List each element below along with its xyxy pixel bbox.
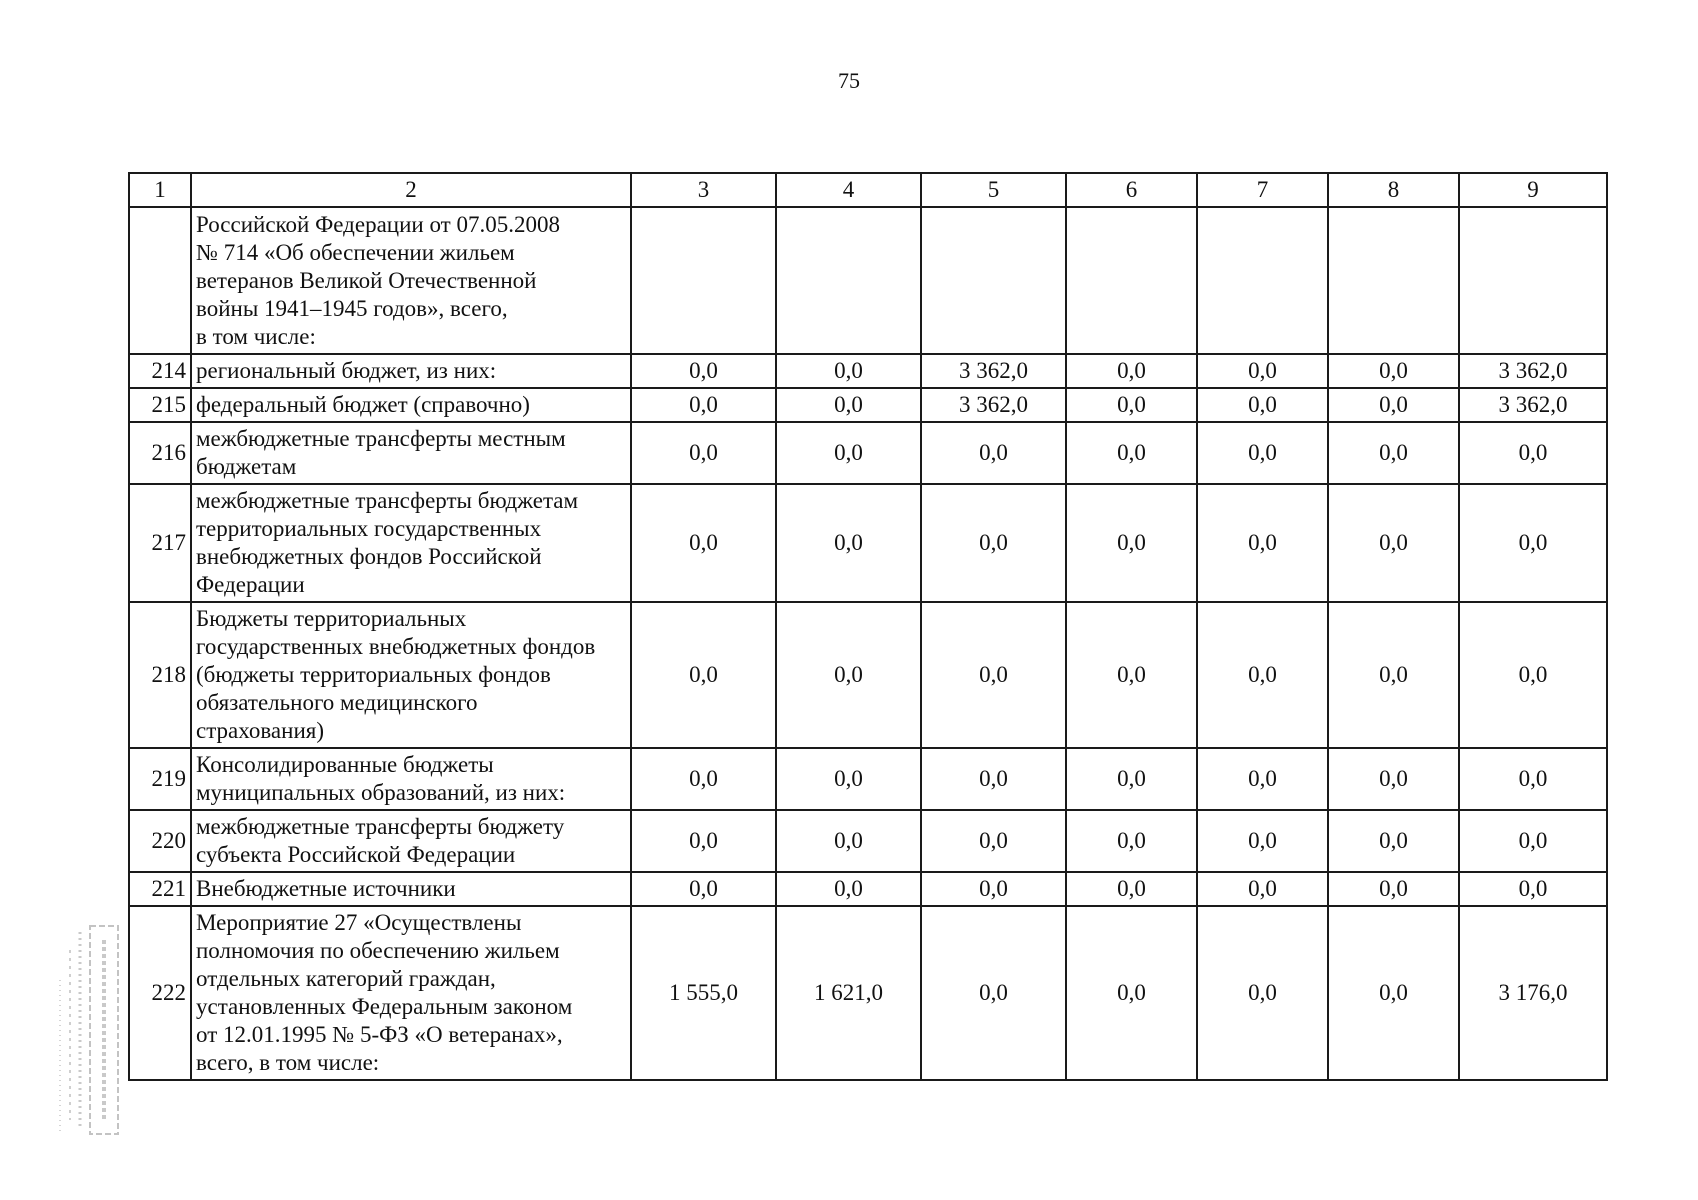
value-cell: 0,0 (776, 388, 921, 422)
value-cell: 0,0 (776, 748, 921, 810)
value-cell (776, 207, 921, 354)
faded-registration-stamp (50, 920, 122, 1142)
row-description: Мероприятие 27 «Осуществлены полномочия по обеспечению жильем отдельных категорий граждан, установленных Федеральным законом от 12.01.1995 № 5-ФЗ «О ветеранах», всего, в том числе: (191, 906, 631, 1080)
value-cell: 0,0 (1459, 810, 1607, 872)
row-description: межбюджетные трансферты местным бюджетам (191, 422, 631, 484)
table-row (129, 484, 1607, 602)
row-description: Консолидированные бюджеты муниципальных образований, из них: (191, 748, 631, 810)
value-cell: 0,0 (631, 422, 776, 484)
value-cell: 0,0 (1328, 810, 1459, 872)
row-description: межбюджетные трансферты бюджету субъекта Российской Федерации (191, 810, 631, 872)
row-number: 219 (129, 748, 191, 810)
value-cell: 0,0 (921, 810, 1066, 872)
value-cell: 0,0 (1328, 872, 1459, 906)
value-cell: 0,0 (1066, 748, 1197, 810)
column-header: 5 (921, 173, 1066, 207)
value-cell: 0,0 (1197, 872, 1328, 906)
value-cell: 3 362,0 (921, 354, 1066, 388)
value-cell: 0,0 (776, 422, 921, 484)
value-cell: 0,0 (1066, 810, 1197, 872)
value-cell: 0,0 (1066, 388, 1197, 422)
column-header: 8 (1328, 173, 1459, 207)
row-number: 218 (129, 602, 191, 748)
value-cell: 0,0 (1328, 388, 1459, 422)
value-cell (1459, 207, 1607, 354)
value-cell: 0,0 (1066, 602, 1197, 748)
row-description: региональный бюджет, из них: (191, 354, 631, 388)
value-cell: 0,0 (1328, 484, 1459, 602)
value-cell: 0,0 (776, 354, 921, 388)
table-row (129, 207, 1607, 354)
value-cell (631, 207, 776, 354)
value-cell: 0,0 (1197, 422, 1328, 484)
budget-table (128, 172, 1608, 1081)
value-cell: 0,0 (1066, 872, 1197, 906)
value-cell: 0,0 (921, 872, 1066, 906)
table-row (129, 872, 1607, 906)
row-number: 215 (129, 388, 191, 422)
table-row (129, 748, 1607, 810)
value-cell: 0,0 (1328, 422, 1459, 484)
row-number: 214 (129, 354, 191, 388)
row-number (129, 207, 191, 354)
value-cell: 0,0 (921, 602, 1066, 748)
value-cell: 0,0 (1459, 748, 1607, 810)
column-header: 4 (776, 173, 921, 207)
value-cell: 3 362,0 (1459, 388, 1607, 422)
value-cell: 0,0 (1459, 602, 1607, 748)
row-description: федеральный бюджет (справочно) (191, 388, 631, 422)
value-cell: 0,0 (631, 810, 776, 872)
value-cell: 0,0 (631, 388, 776, 422)
value-cell (1066, 207, 1197, 354)
value-cell: 0,0 (1066, 354, 1197, 388)
table-row (129, 810, 1607, 872)
row-description: Российской Федерации от 07.05.2008 № 714 «Об обеспечении жильем ветеранов Великой Отечественной войны 1941–1945 годов», всего, в том числе: (191, 207, 631, 354)
value-cell: 0,0 (1197, 906, 1328, 1080)
row-number: 217 (129, 484, 191, 602)
value-cell (1197, 207, 1328, 354)
value-cell: 1 621,0 (776, 906, 921, 1080)
value-cell: 0,0 (1066, 906, 1197, 1080)
value-cell: 0,0 (1197, 748, 1328, 810)
row-description: Внебюджетные источники (191, 872, 631, 906)
value-cell: 0,0 (631, 602, 776, 748)
value-cell: 3 362,0 (921, 388, 1066, 422)
value-cell: 0,0 (1197, 810, 1328, 872)
value-cell: 0,0 (1197, 354, 1328, 388)
value-cell: 0,0 (776, 602, 921, 748)
page-number: 75 (838, 68, 860, 93)
row-number: 222 (129, 906, 191, 1080)
row-number: 221 (129, 872, 191, 906)
value-cell: 0,0 (921, 906, 1066, 1080)
value-cell: 1 555,0 (631, 906, 776, 1080)
value-cell: 0,0 (631, 354, 776, 388)
table-row (129, 388, 1607, 422)
value-cell: 3 362,0 (1459, 354, 1607, 388)
value-cell (921, 207, 1066, 354)
value-cell: 0,0 (776, 872, 921, 906)
column-header: 7 (1197, 173, 1328, 207)
value-cell (1328, 207, 1459, 354)
header-row (129, 173, 1607, 207)
column-header: 3 (631, 173, 776, 207)
value-cell: 0,0 (1066, 422, 1197, 484)
row-number: 220 (129, 810, 191, 872)
column-header: 2 (191, 173, 631, 207)
value-cell: 0,0 (1197, 602, 1328, 748)
row-number: 216 (129, 422, 191, 484)
value-cell: 0,0 (1328, 602, 1459, 748)
table-row (129, 354, 1607, 388)
value-cell: 0,0 (1328, 354, 1459, 388)
value-cell: 0,0 (1066, 484, 1197, 602)
column-header: 6 (1066, 173, 1197, 207)
value-cell: 0,0 (1459, 422, 1607, 484)
table-row (129, 602, 1607, 748)
value-cell: 0,0 (921, 748, 1066, 810)
value-cell: 0,0 (1197, 484, 1328, 602)
value-cell: 0,0 (1197, 388, 1328, 422)
value-cell: 0,0 (631, 748, 776, 810)
value-cell: 0,0 (1459, 872, 1607, 906)
row-description: межбюджетные трансферты бюджетам территориальных государственных внебюджетных фондов Российской Федерации (191, 484, 631, 602)
value-cell: 0,0 (631, 872, 776, 906)
table-row (129, 906, 1607, 1080)
value-cell: 3 176,0 (1459, 906, 1607, 1080)
table-row (129, 422, 1607, 484)
value-cell: 0,0 (921, 422, 1066, 484)
value-cell: 0,0 (776, 484, 921, 602)
value-cell: 0,0 (1459, 484, 1607, 602)
value-cell: 0,0 (776, 810, 921, 872)
value-cell: 0,0 (1328, 748, 1459, 810)
value-cell: 0,0 (631, 484, 776, 602)
row-description: Бюджеты территориальных государственных внебюджетных фондов (бюджеты территориальных фондов обязательного медицинского страхования) (191, 602, 631, 748)
column-header: 9 (1459, 173, 1607, 207)
value-cell: 0,0 (921, 484, 1066, 602)
value-cell: 0,0 (1328, 906, 1459, 1080)
column-header: 1 (129, 173, 191, 207)
